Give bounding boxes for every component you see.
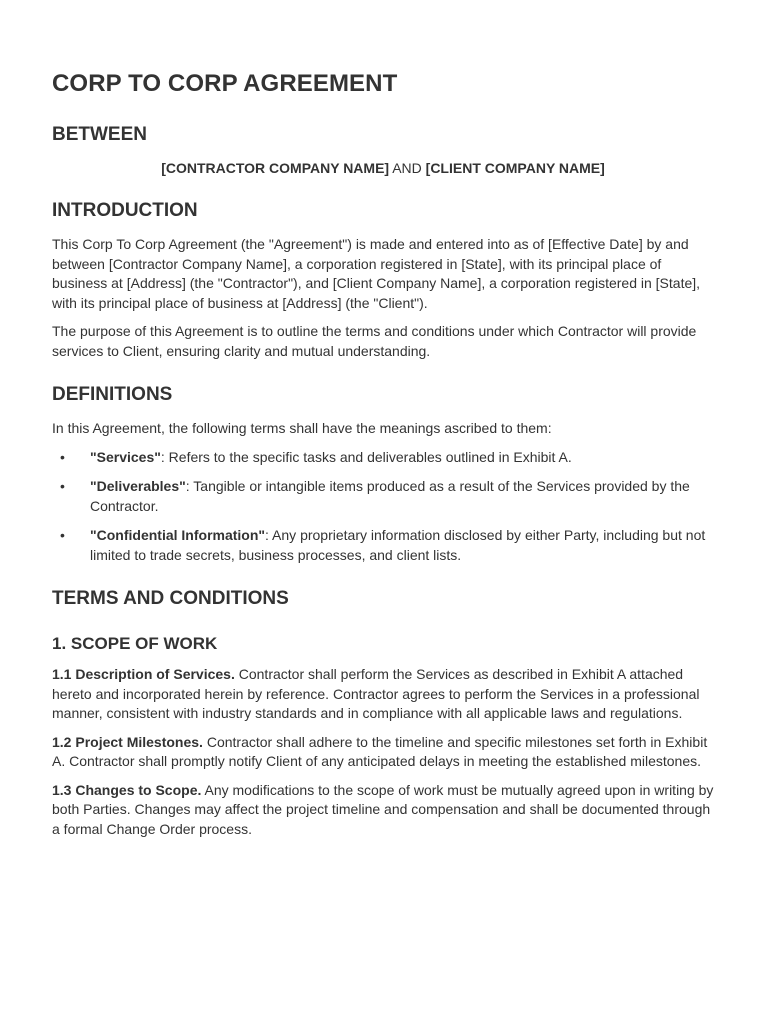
introduction-heading: INTRODUCTION: [52, 200, 198, 221]
client-name: [CLIENT COMPANY NAME]: [425, 160, 605, 176]
definition-text: : Any proprietary information disclosed by either Party, including but not limited to trade secrets, business processes, and client lists.: [90, 527, 706, 563]
definition-term: "Confidential Information": [90, 527, 266, 543]
clause-label: 1.3 Changes to Scope.: [52, 781, 202, 798]
clause-text: Contractor shall perform the Services as described in Exhibit A attached hereto and incorporated herein by reference. Contractor agrees to perform the Services in a professional manner, consistent with industry standards and in compliance with all applicable laws and regulations.: [52, 666, 700, 721]
definition-text: : Refers to the specific tasks and deliverables outlined in Exhibit A.: [160, 448, 572, 465]
bullet-icon: •: [60, 478, 65, 494]
introduction-paragraph-1: This Corp To Corp Agreement (the "Agreement") is made and entered into as of [Effective Date] by and between [Contractor Company Name], a corporation registered in [State], with its principal place of business at [Address] (the "Contractor"), and [Client Company Name], a corporation registered in [State], with its principal place of business at [Address] (the "Client").: [52, 236, 701, 311]
definitions-list: [52, 448, 714, 566]
clause-label: 1.1 Description of Services.: [52, 666, 235, 682]
clause-1-1: [52, 665, 714, 724]
definitions-heading: DEFINITIONS: [52, 384, 173, 405]
definition-term: "Deliverables": [90, 478, 186, 494]
parties-line: [52, 160, 714, 176]
and-word: AND: [392, 160, 422, 176]
clause-1-2: [52, 733, 714, 772]
clause-text: Contractor shall adhere to the timeline and specific milestones set forth in Exhibit A. Contractor shall promptly notify Client of any anticipated delays in meeting the established milestones.: [52, 733, 708, 769]
definition-term: "Services": [90, 448, 161, 465]
definition-text: : Tangible or intangible items produced as a result of the Services provided by the Contractor.: [90, 478, 690, 514]
definition-item-services: [52, 448, 714, 468]
bullet-icon: •: [60, 448, 65, 465]
bullet-icon: •: [60, 527, 65, 543]
between-heading: BETWEEN: [52, 124, 147, 145]
document-title: CORP TO CORP AGREEMENT: [52, 70, 398, 97]
clause-label: 1.2 Project Milestones.: [52, 733, 203, 750]
definition-item-confidential-information: [52, 526, 714, 565]
scope-of-work-heading: 1. SCOPE OF WORK: [52, 634, 218, 653]
terms-heading: TERMS AND CONDITIONS: [52, 588, 289, 609]
introduction-paragraph-2: The purpose of this Agreement is to outline the terms and conditions under which Contractor will provide services to Client, ensuring clarity and mutual understanding.: [52, 323, 697, 359]
definitions-intro: In this Agreement, the following terms shall have the meanings ascribed to them:: [52, 420, 552, 436]
clause-1-3: [52, 781, 714, 840]
contractor-name: [CONTRACTOR COMPANY NAME]: [161, 160, 390, 176]
definition-item-deliverables: [52, 477, 714, 516]
clause-text: Any modifications to the scope of work must be mutually agreed upon in writing by both Parties. Changes may affect the project timeline and compensation and shall be documented through a formal Change Order process.: [52, 781, 714, 837]
